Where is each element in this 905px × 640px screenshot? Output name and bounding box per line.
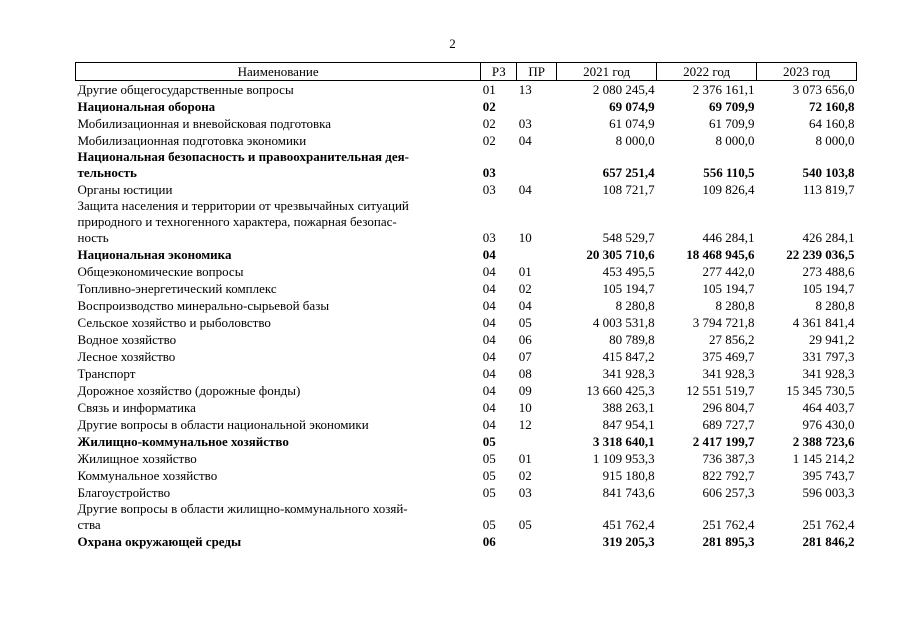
- row-value-2023: 596 003,3: [802, 485, 855, 500]
- row-name: Транспорт: [77, 366, 136, 381]
- row-pr: [517, 149, 557, 181]
- row-value-2023: 426 284,1: [802, 230, 855, 245]
- table-row: [76, 450, 857, 467]
- row-name: Другие вопросы в области национальной экономики: [77, 417, 369, 432]
- row-name: Дорожное хозяйство (дорожные фонды): [77, 383, 301, 398]
- table-row: [76, 132, 857, 149]
- row-value-2022: 277 442,0: [702, 264, 755, 279]
- row-rz: 04: [482, 349, 496, 364]
- row-rz: 04: [482, 315, 496, 330]
- row-rz: 02: [482, 133, 496, 148]
- row-pr: 02: [518, 281, 532, 296]
- row-name: Национальная оборона: [77, 99, 216, 114]
- row-rz: 04: [482, 281, 496, 296]
- row-value-2022: 27 856,2: [709, 332, 755, 347]
- row-rz: 01: [482, 82, 496, 97]
- row-rz: 03: [482, 165, 496, 180]
- row-pr: [517, 533, 557, 550]
- row-pr: [517, 433, 557, 450]
- row-value-2021: 3 318 640,1: [592, 434, 655, 449]
- row-name: [76, 149, 481, 181]
- row-rz: 04: [482, 332, 496, 347]
- row-name: Жилищно-коммунальное хозяйство: [77, 434, 289, 449]
- row-name-line: Защита населения и территории от чрезвычайных ситуаций: [77, 198, 409, 213]
- row-value-2021: 20 305 710,6: [586, 247, 655, 262]
- row-value-2021: 1 109 953,3: [592, 451, 655, 466]
- row-value-2021: 13 660 425,3: [586, 383, 655, 398]
- row-value-2022: 61 709,9: [709, 116, 755, 131]
- table-row: [76, 263, 857, 280]
- row-name-line: Другие вопросы в области жилищно-коммунального хозяй-: [77, 501, 408, 516]
- row-pr: 08: [518, 366, 532, 381]
- row-value-2022: 689 727,7: [702, 417, 755, 432]
- row-name: Охрана окружающей среды: [77, 534, 242, 549]
- row-rz: 05: [482, 485, 496, 500]
- row-value-2021: 841 743,6: [602, 485, 655, 500]
- row-pr: 10: [518, 230, 532, 245]
- table-row: [76, 181, 857, 198]
- table-row: [76, 399, 857, 416]
- row-value-2022: 736 387,3: [702, 451, 755, 466]
- row-name: Общеэкономические вопросы: [77, 264, 244, 279]
- row-name: Благоустройство: [77, 485, 171, 500]
- table-row: [76, 198, 857, 246]
- row-value-2022: 105 194,7: [702, 281, 755, 296]
- row-value-2022: 375 469,7: [702, 349, 755, 364]
- header-2023: 2023 год: [757, 63, 857, 81]
- row-pr: 01: [518, 264, 532, 279]
- row-value-2023: 8 280,8: [815, 298, 855, 313]
- row-rz: 04: [482, 383, 496, 398]
- table-body: [76, 81, 857, 551]
- header-2021: 2021 год: [557, 63, 657, 81]
- row-value-2021: 415 847,2: [602, 349, 655, 364]
- table-row: [76, 433, 857, 450]
- row-value-2021: 388 263,1: [602, 400, 655, 415]
- row-name-line: ность: [77, 230, 109, 245]
- row-value-2021: 8 280,8: [615, 298, 655, 313]
- row-pr: 04: [518, 133, 532, 148]
- row-value-2021: 451 762,4: [602, 517, 655, 532]
- row-name-line: ства: [77, 517, 101, 532]
- row-value-2021: 61 074,9: [609, 116, 655, 131]
- row-value-2021: 80 789,8: [609, 332, 655, 347]
- table-row: [76, 314, 857, 331]
- row-value-2021: 8 000,0: [615, 133, 655, 148]
- row-name: Национальная экономика: [77, 247, 232, 262]
- row-value-2021: 341 928,3: [602, 366, 655, 381]
- row-name: Мобилизационная подготовка экономики: [77, 133, 307, 148]
- row-value-2023: 8 000,0: [815, 133, 855, 148]
- row-pr: 05: [518, 517, 532, 532]
- row-value-2022: 341 928,3: [702, 366, 755, 381]
- row-rz: 04: [482, 247, 496, 262]
- row-pr: 12: [518, 417, 532, 432]
- row-value-2023: 464 403,7: [802, 400, 855, 415]
- row-value-2021: 108 721,7: [602, 182, 655, 197]
- row-name: [76, 198, 481, 246]
- row-name: Органы юстиции: [77, 182, 173, 197]
- row-rz: 02: [482, 99, 496, 114]
- row-value-2022: 2 417 199,7: [692, 434, 755, 449]
- row-value-2023: 15 345 730,5: [786, 383, 855, 398]
- row-value-2023: 281 846,2: [802, 534, 855, 549]
- row-rz: 03: [482, 182, 496, 197]
- row-pr: 02: [518, 468, 532, 483]
- table-row: [76, 501, 857, 533]
- row-name: Водное хозяйство: [77, 332, 177, 347]
- row-pr: 10: [518, 400, 532, 415]
- table-header-row: [76, 63, 857, 81]
- row-name: Сельское хозяйство и рыболовство: [77, 315, 271, 330]
- row-name-line: тельность: [77, 165, 137, 180]
- row-pr: 03: [518, 116, 532, 131]
- table-row: [76, 467, 857, 484]
- row-pr: 09: [518, 383, 532, 398]
- row-value-2022: 2 376 161,1: [692, 82, 755, 97]
- page-number: 2: [449, 36, 456, 51]
- row-pr: [517, 98, 557, 115]
- row-value-2021: 105 194,7: [602, 281, 655, 296]
- row-name: Связь и информатика: [77, 400, 196, 415]
- row-pr: 07: [518, 349, 532, 364]
- row-value-2021: 847 954,1: [602, 417, 655, 432]
- row-value-2022: 281 895,3: [702, 534, 755, 549]
- row-rz: 04: [482, 298, 496, 313]
- table-row: [76, 149, 857, 181]
- table-row: [76, 331, 857, 348]
- row-value-2023: 976 430,0: [802, 417, 855, 432]
- row-rz: 04: [482, 400, 496, 415]
- row-name: Мобилизационная и вневойсковая подготовка: [77, 116, 332, 131]
- row-name: [76, 501, 481, 533]
- row-name: Жилищное хозяйство: [77, 451, 197, 466]
- row-value-2021: 453 495,5: [602, 264, 655, 279]
- row-value-2022: 251 762,4: [702, 517, 755, 532]
- table-row: [76, 348, 857, 365]
- row-value-2023: 113 819,7: [802, 182, 855, 197]
- row-value-2023: 331 797,3: [802, 349, 855, 364]
- table-row: [76, 365, 857, 382]
- row-rz: 06: [482, 534, 496, 549]
- row-value-2021: 2 080 245,4: [592, 82, 655, 97]
- row-rz: 04: [482, 264, 496, 279]
- row-rz: 04: [482, 417, 496, 432]
- row-value-2023: 2 388 723,6: [792, 434, 855, 449]
- row-value-2023: 29 941,2: [809, 332, 855, 347]
- row-value-2023: 3 073 656,0: [792, 82, 855, 97]
- row-value-2023: 251 762,4: [802, 517, 855, 532]
- row-value-2023: 540 103,8: [802, 165, 855, 180]
- row-rz: 04: [482, 366, 496, 381]
- table-row: [76, 280, 857, 297]
- row-value-2023: 4 361 841,4: [792, 315, 855, 330]
- table-row: [76, 382, 857, 399]
- row-name: Другие общегосударственные вопросы: [77, 82, 294, 97]
- row-value-2022: 446 284,1: [702, 230, 755, 245]
- budget-table: [75, 62, 857, 550]
- table-row: [76, 115, 857, 132]
- row-value-2022: 8 000,0: [715, 133, 755, 148]
- row-value-2023: 1 145 214,2: [792, 451, 855, 466]
- row-value-2022: 556 110,5: [703, 165, 755, 180]
- table-row: [76, 81, 857, 99]
- table-row: [76, 533, 857, 550]
- row-name: Топливно-энергетический комплекс: [77, 281, 277, 296]
- row-rz: 03: [482, 230, 496, 245]
- row-pr: 05: [518, 315, 532, 330]
- row-value-2023: 105 194,7: [802, 281, 855, 296]
- row-pr: 04: [518, 182, 532, 197]
- row-value-2021: 657 251,4: [602, 165, 655, 180]
- header-pr: ПР: [517, 63, 557, 81]
- row-pr: 04: [518, 298, 532, 313]
- row-name-line: Национальная безопасность и правоохранительная дея-: [77, 149, 409, 164]
- row-pr: 06: [518, 332, 532, 347]
- row-rz: 05: [482, 468, 496, 483]
- row-value-2022: 3 794 721,8: [692, 315, 755, 330]
- row-pr: 03: [518, 485, 532, 500]
- row-name-line: природного и техногенного характера, пожарная безопас-: [77, 214, 397, 229]
- table-row: [76, 246, 857, 263]
- row-value-2023: 395 743,7: [802, 468, 855, 483]
- header-name: Наименование: [76, 63, 481, 81]
- row-value-2022: 18 468 945,6: [686, 247, 755, 262]
- row-value-2022: 8 280,8: [715, 298, 755, 313]
- row-value-2021: 4 003 531,8: [592, 315, 655, 330]
- row-value-2022: 822 792,7: [702, 468, 755, 483]
- row-value-2022: 109 826,4: [702, 182, 755, 197]
- row-value-2022: 296 804,7: [702, 400, 755, 415]
- row-rz: 05: [482, 517, 496, 532]
- row-rz: 02: [482, 116, 496, 131]
- row-value-2023: 64 160,8: [809, 116, 855, 131]
- table-row: [76, 484, 857, 501]
- row-rz: 05: [482, 451, 496, 466]
- row-name: Коммунальное хозяйство: [77, 468, 218, 483]
- row-value-2022: 606 257,3: [702, 485, 755, 500]
- table-row: [76, 416, 857, 433]
- row-pr: 13: [518, 82, 532, 97]
- row-rz: 05: [482, 434, 496, 449]
- table-row: [76, 297, 857, 314]
- row-value-2022: 69 709,9: [709, 99, 755, 114]
- row-value-2021: 548 529,7: [602, 230, 655, 245]
- row-value-2023: 341 928,3: [802, 366, 855, 381]
- row-value-2023: 273 488,6: [802, 264, 855, 279]
- row-name: Воспроизводство минерально-сырьевой базы: [77, 298, 330, 313]
- row-pr: [517, 246, 557, 263]
- row-value-2021: 69 074,9: [609, 99, 655, 114]
- row-value-2022: 12 551 519,7: [686, 383, 755, 398]
- row-value-2021: 319 205,3: [602, 534, 655, 549]
- row-name: Лесное хозяйство: [77, 349, 176, 364]
- row-value-2021: 915 180,8: [602, 468, 655, 483]
- row-pr: 01: [518, 451, 532, 466]
- table-row: [76, 98, 857, 115]
- row-value-2023: 72 160,8: [809, 99, 855, 114]
- header-rz: РЗ: [481, 63, 517, 81]
- header-2022: 2022 год: [657, 63, 757, 81]
- row-value-2023: 22 239 036,5: [786, 247, 855, 262]
